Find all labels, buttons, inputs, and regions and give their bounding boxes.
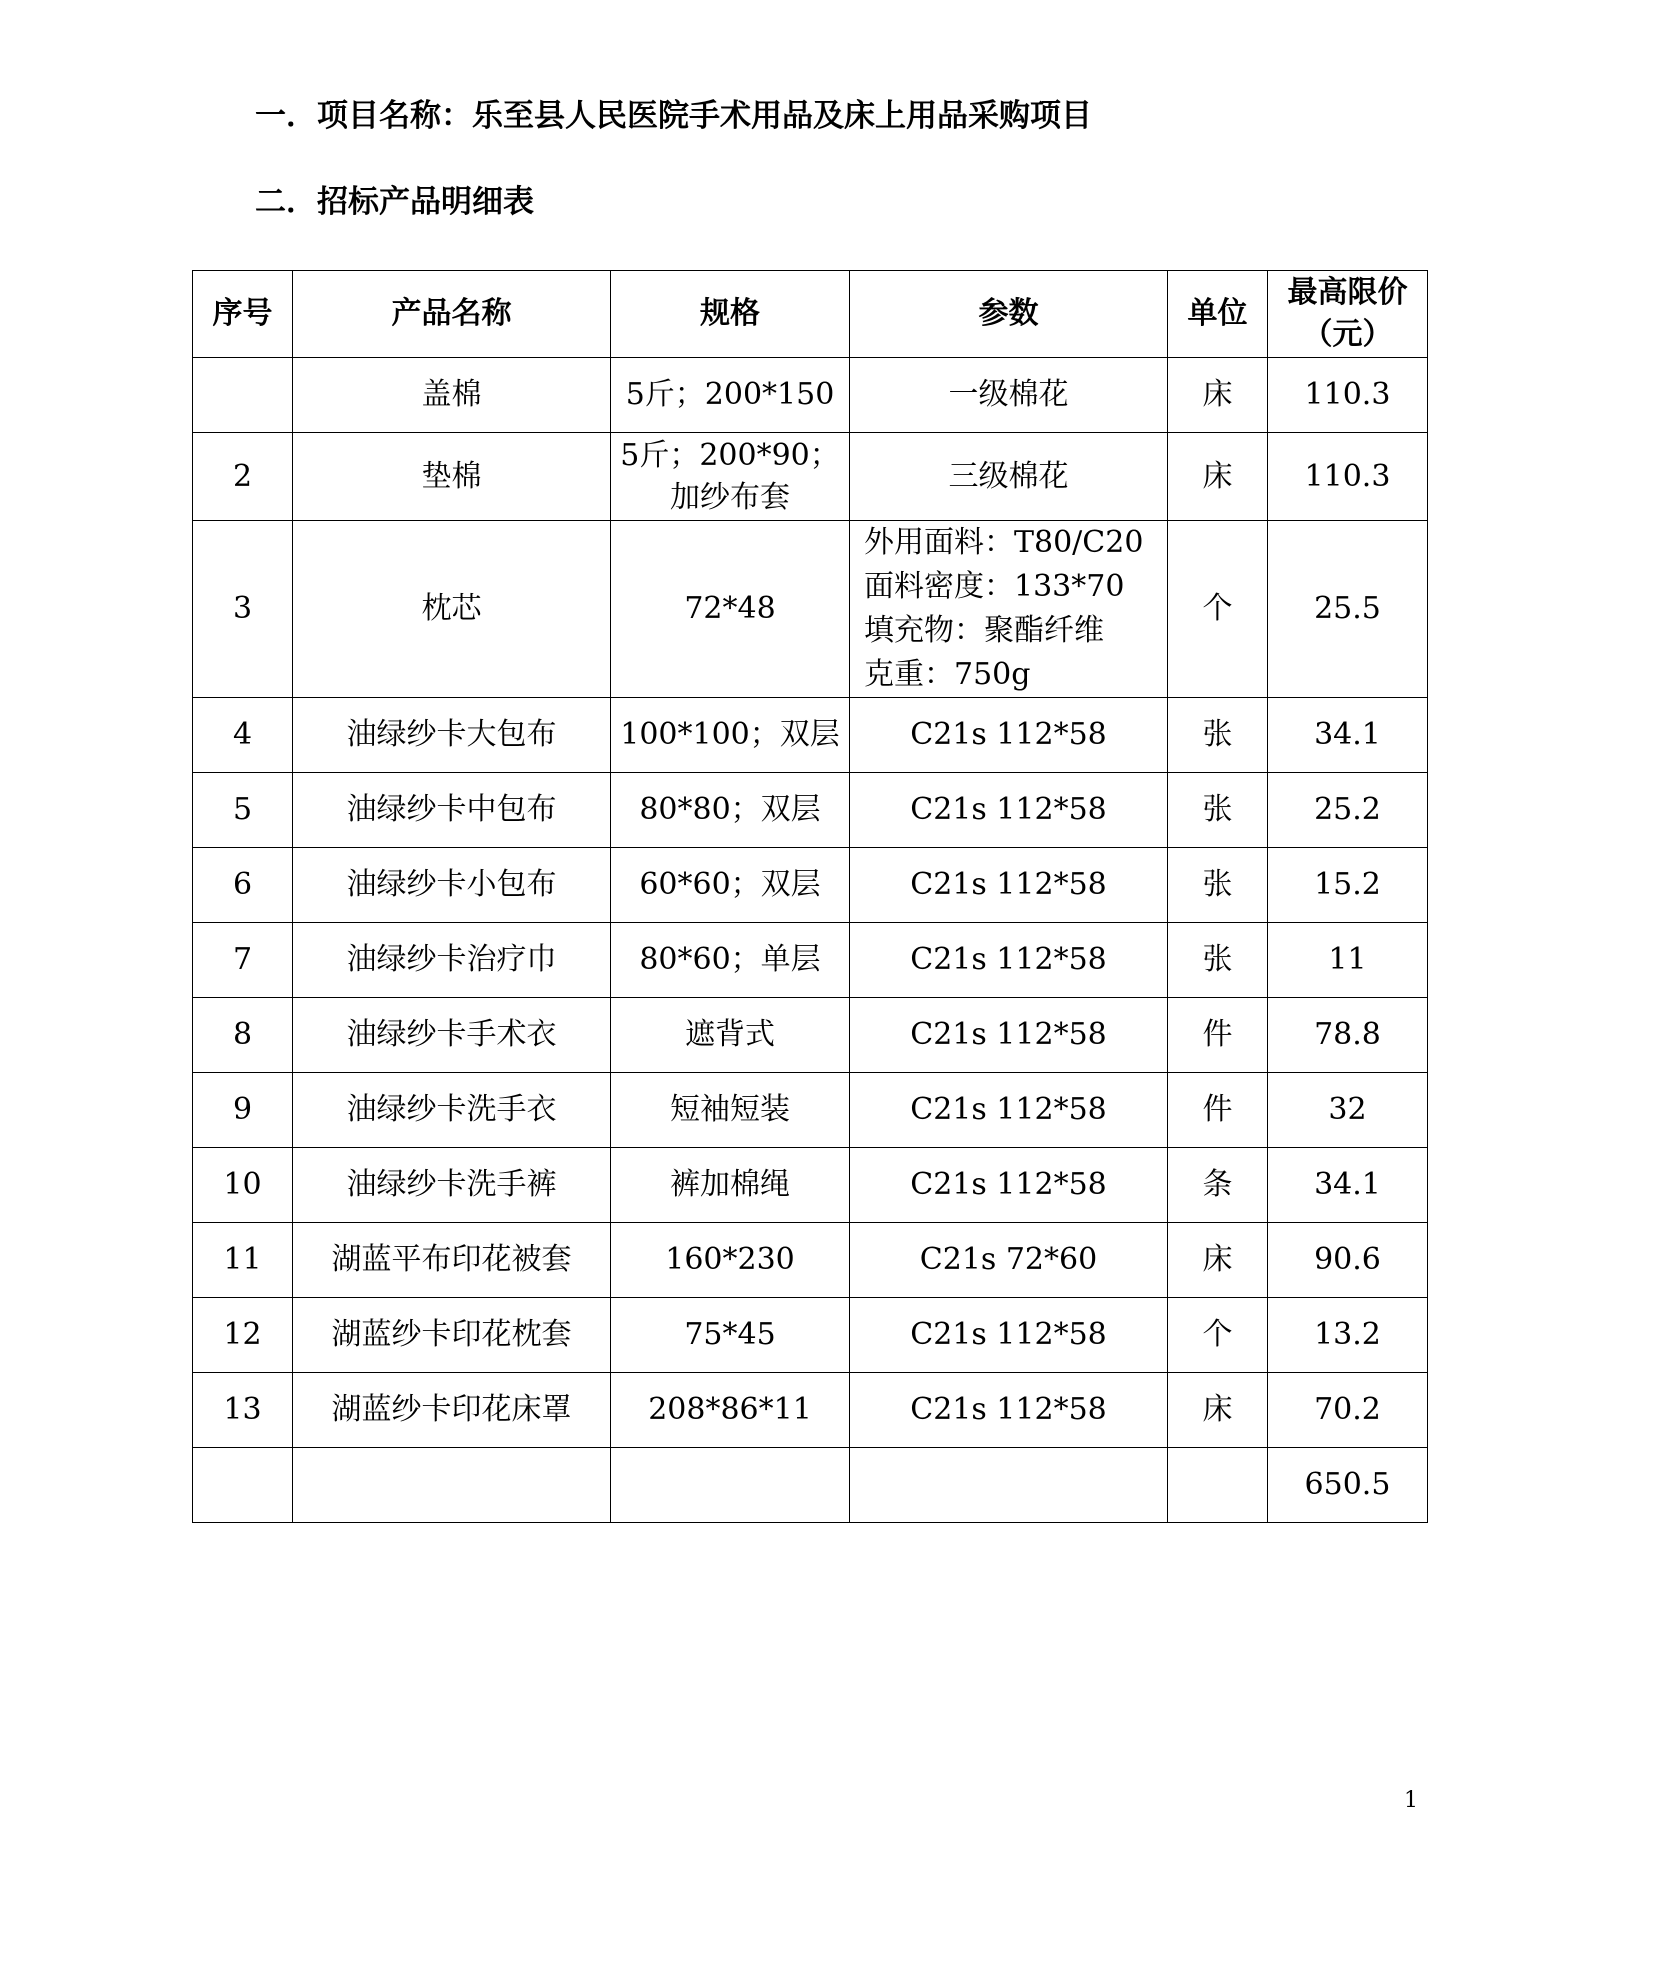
cell-name: [293, 1448, 611, 1523]
cell-params: C21s 112*58: [850, 848, 1168, 923]
cell-price: 11: [1268, 923, 1428, 998]
cell-spec: 80*80；双层: [611, 773, 850, 848]
column-header-name: 产品名称: [293, 271, 611, 358]
cell-name: 油绿纱卡中包布: [293, 773, 611, 848]
cell-unit: 床: [1168, 1373, 1268, 1448]
cell-params: C21s 112*58: [850, 698, 1168, 773]
column-header-price: 最高限价（元）: [1268, 271, 1428, 358]
cell-params: 一级棉花: [850, 358, 1168, 433]
cell-unit: 张: [1168, 848, 1268, 923]
cell-spec: 75*45: [611, 1298, 850, 1373]
cell-params: C21s 112*58: [850, 1073, 1168, 1148]
table-row: [193, 1073, 1428, 1148]
table-row: [193, 521, 1428, 698]
cell-unit: 件: [1168, 1073, 1268, 1148]
cell-price: 78.8: [1268, 998, 1428, 1073]
cell-name: 油绿纱卡小包布: [293, 848, 611, 923]
cell-no: 11: [193, 1223, 293, 1298]
cell-name: 湖蓝纱卡印花枕套: [293, 1298, 611, 1373]
cell-no: 10: [193, 1148, 293, 1223]
table-row: [193, 698, 1428, 773]
cell-spec: 72*48: [611, 521, 850, 698]
project-name-heading: 一．项目名称：乐至县人民医院手术用品及床上用品采购项目: [255, 98, 1092, 134]
cell-spec: 60*60；双层: [611, 848, 850, 923]
cell-price: 13.2: [1268, 1298, 1428, 1373]
cell-params: C21s 112*58: [850, 1148, 1168, 1223]
cell-params: C21s 112*58: [850, 1373, 1168, 1448]
cell-unit: 个: [1168, 521, 1268, 698]
cell-spec: 160*230: [611, 1223, 850, 1298]
table-row: [193, 1223, 1428, 1298]
table-row: [193, 998, 1428, 1073]
product-list-heading: 二．招标产品明细表: [255, 184, 534, 220]
column-header-params: 参数: [850, 271, 1168, 358]
cell-price: 25.5: [1268, 521, 1428, 698]
cell-no: 8: [193, 998, 293, 1073]
table-row: [193, 358, 1428, 433]
product-spec-table: [192, 270, 1428, 1523]
cell-spec: 短袖短装: [611, 1073, 850, 1148]
cell-unit: [1168, 1448, 1268, 1523]
table-total-row: [193, 1448, 1428, 1523]
cell-params: 三级棉花: [850, 433, 1168, 521]
cell-name: 油绿纱卡洗手衣: [293, 1073, 611, 1148]
cell-price: 110.3: [1268, 358, 1428, 433]
cell-spec: 80*60；单层: [611, 923, 850, 998]
cell-name: 盖棉: [293, 358, 611, 433]
cell-no: 7: [193, 923, 293, 998]
cell-price: 90.6: [1268, 1223, 1428, 1298]
cell-unit: 床: [1168, 1223, 1268, 1298]
cell-price: 110.3: [1268, 433, 1428, 521]
table-row: [193, 1373, 1428, 1448]
cell-spec: 5斤；200*150: [611, 358, 850, 433]
cell-unit: 个: [1168, 1298, 1268, 1373]
table-row: [193, 773, 1428, 848]
table-row: [193, 923, 1428, 998]
cell-name: 湖蓝平布印花被套: [293, 1223, 611, 1298]
cell-unit: 床: [1168, 433, 1268, 521]
cell-unit: 张: [1168, 773, 1268, 848]
cell-price: 32: [1268, 1073, 1428, 1148]
cell-params: C21s 112*58: [850, 998, 1168, 1073]
cell-unit: 件: [1168, 998, 1268, 1073]
cell-price: 34.1: [1268, 698, 1428, 773]
cell-no: 2: [193, 433, 293, 521]
cell-no: 6: [193, 848, 293, 923]
cell-params: C21s 112*58: [850, 1298, 1168, 1373]
cell-spec: 5斤；200*90； 加纱布套: [611, 433, 850, 521]
cell-price: 34.1: [1268, 1148, 1428, 1223]
page-number: 1: [1404, 1788, 1418, 1813]
cell-params: C21s 112*58: [850, 923, 1168, 998]
cell-no: 13: [193, 1373, 293, 1448]
cell-spec: 100*100；双层: [611, 698, 850, 773]
cell-price: 70.2: [1268, 1373, 1428, 1448]
table-row: [193, 848, 1428, 923]
cell-unit: 张: [1168, 923, 1268, 998]
cell-price: 25.2: [1268, 773, 1428, 848]
cell-unit: 床: [1168, 358, 1268, 433]
cell-name: 枕芯: [293, 521, 611, 698]
cell-no: [193, 358, 293, 433]
cell-params: C21s 72*60: [850, 1223, 1168, 1298]
cell-params: [850, 1448, 1168, 1523]
cell-total-price: 650.5: [1268, 1448, 1428, 1523]
table-row: [193, 1148, 1428, 1223]
column-header-no: 序号: [193, 271, 293, 358]
cell-name: 垫棉: [293, 433, 611, 521]
cell-unit: 条: [1168, 1148, 1268, 1223]
cell-no: 12: [193, 1298, 293, 1373]
cell-unit: 张: [1168, 698, 1268, 773]
cell-no: 9: [193, 1073, 293, 1148]
cell-name: 油绿纱卡治疗巾: [293, 923, 611, 998]
column-header-unit: 单位: [1168, 271, 1268, 358]
cell-spec: 遮背式: [611, 998, 850, 1073]
cell-name: 油绿纱卡洗手裤: [293, 1148, 611, 1223]
table-header-row: [193, 271, 1428, 358]
cell-no: 4: [193, 698, 293, 773]
cell-no: 5: [193, 773, 293, 848]
cell-params: C21s 112*58: [850, 773, 1168, 848]
cell-name: 油绿纱卡大包布: [293, 698, 611, 773]
cell-spec: 208*86*11: [611, 1373, 850, 1448]
cell-params: 外用面料：T80/C20 面料密度：133*70 填充物：聚酯纤维 克重：750g: [850, 521, 1168, 698]
table-row: [193, 433, 1428, 521]
cell-no: 3: [193, 521, 293, 698]
cell-spec: 裤加棉绳: [611, 1148, 850, 1223]
table-row: [193, 1298, 1428, 1373]
cell-no: [193, 1448, 293, 1523]
cell-name: 湖蓝纱卡印花床罩: [293, 1373, 611, 1448]
cell-name: 油绿纱卡手术衣: [293, 998, 611, 1073]
cell-price: 15.2: [1268, 848, 1428, 923]
cell-spec: [611, 1448, 850, 1523]
column-header-spec: 规格: [611, 271, 850, 358]
